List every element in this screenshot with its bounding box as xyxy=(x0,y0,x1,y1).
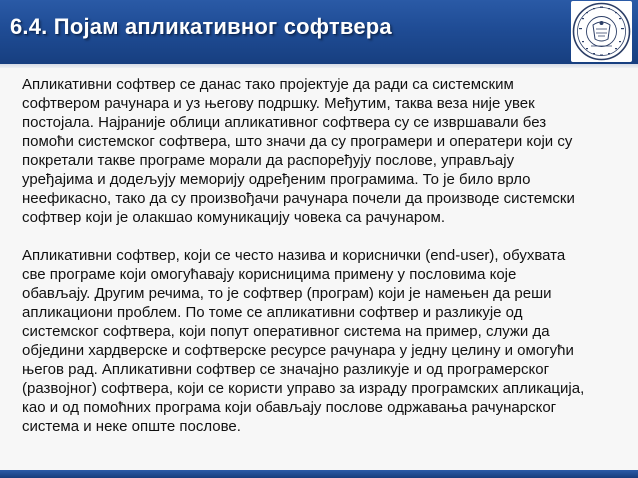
text-line: Апликативни софтвер, који се често назива и кориснички (end-user), обухвата xyxy=(22,247,566,264)
text-line: апликациони проблем. По томе се апликативни софтвер и разликује од xyxy=(22,304,523,321)
text-line: система и неке опште послове. xyxy=(22,418,241,435)
header-divider xyxy=(0,64,638,68)
text-line: системског софтвера, који попут оперативног система на пример, служи да xyxy=(22,323,550,340)
slide-body xyxy=(22,75,622,436)
text-line: покретали такве програме морали да распоређују послове, управљају xyxy=(22,152,515,169)
text-line: обједини хардверске и софтверске ресурсе рачунара у једну целину и омогући xyxy=(22,342,574,359)
university-seal-icon xyxy=(571,1,632,62)
text-line: постојала. Најраније облици апликативног софтвера су се извршавали без xyxy=(22,114,547,131)
text-line: његов рад. Апликативни софтвер се значајно разликује и од програмерског xyxy=(22,361,550,378)
text-line: софтвером рачунара и уз његову подршку. Међутим, таква веза није увек xyxy=(22,95,535,112)
paragraph xyxy=(22,246,622,436)
paragraph xyxy=(22,75,622,227)
text-line: (развојног) софтвера, који се користи управо за израду програмских апликација, xyxy=(22,380,585,397)
slide-header xyxy=(0,0,638,64)
text-line: све програме који омогућавају корисницима примену у пословима које xyxy=(22,266,517,283)
text-line: обављају. Другим речима, то је софтвер (програм) који је намењен да реши xyxy=(22,285,552,302)
footer-bar xyxy=(0,470,638,478)
text-line: помоћи системског софтвера, што значи да су програмери и оператери који су xyxy=(22,133,573,150)
text-line: неефикасно, тако да су произвођачи рачунара почели да производе системски xyxy=(22,190,575,207)
text-line: Апликативни софтвер се данас тако пројектује да ради са системским xyxy=(22,76,514,93)
slide-title: 6.4. Појам апликативног софтвера xyxy=(10,14,392,39)
text-line: софтвер који је олакшао комуникацију човека са рачунаром. xyxy=(22,209,445,226)
text-line: уређајима и додељују меморију одређеним програмима. То је било врло xyxy=(22,171,531,188)
text-line: као и од помоћних програма који обављају послове одржавања рачунарског xyxy=(22,399,557,416)
